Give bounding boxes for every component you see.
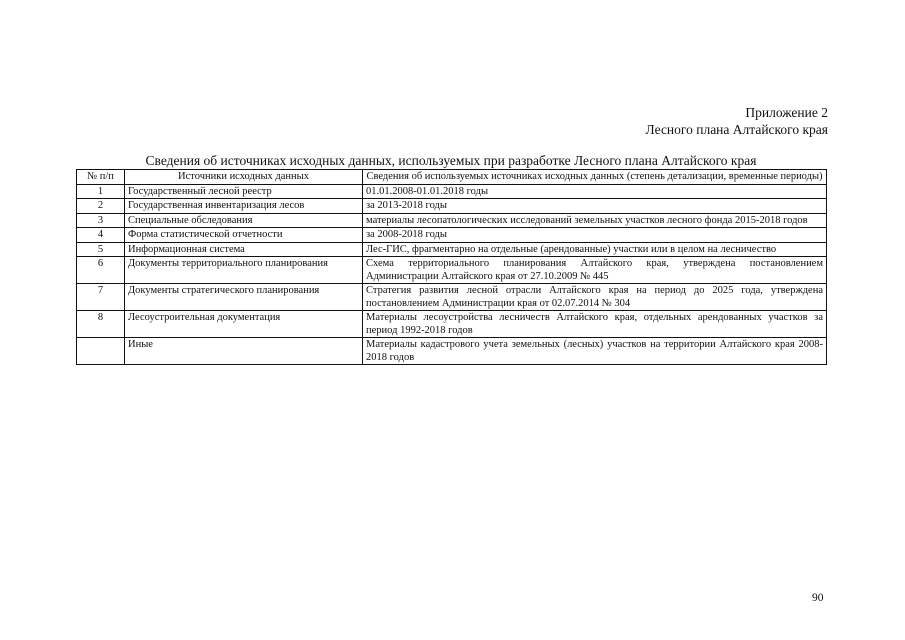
row-info: Схема территориального планирования Алтайского края, утверждена постановлением Администрации Алтайского края от 27.10.2009 № 445 (363, 257, 827, 284)
appendix-number: Приложение 2 (745, 105, 828, 120)
appendix-header (646, 104, 828, 138)
table-row (77, 184, 827, 199)
table-row (77, 242, 827, 257)
row-info: 01.01.2008-01.01.2018 годы (363, 184, 827, 199)
row-source: Специальные обследования (125, 213, 363, 228)
row-source: Документы территориального планирования (125, 257, 363, 284)
table-row (77, 284, 827, 311)
sources-table (76, 169, 827, 365)
row-info: за 2008-2018 годы (363, 228, 827, 243)
row-num: 5 (77, 242, 125, 257)
appendix-subtitle: Лесного плана Алтайского края (645, 122, 828, 137)
table-row (77, 257, 827, 284)
row-info: Материалы кадастрового учета земельных (лесных) участков на территории Алтайского края 2008-2018 годов (363, 338, 827, 365)
table-row (77, 228, 827, 243)
header-num: № п/п (77, 170, 125, 185)
row-info: Стратегия развития лесной отрасли Алтайского края на период до 2025 года, утверждена постановлением Администрации края от 02.07.2014 № 304 (363, 284, 827, 311)
row-source: Государственная инвентаризация лесов (125, 199, 363, 214)
row-num: 1 (77, 184, 125, 199)
row-source: Лесоустроительная документация (125, 311, 363, 338)
row-source: Государственный лесной реестр (125, 184, 363, 199)
row-num: 2 (77, 199, 125, 214)
row-num (77, 338, 125, 365)
header-info: Сведения об используемых источниках исходных данных (степень детализации, временные периоды) (363, 170, 827, 185)
table-row (77, 338, 827, 365)
header-source: Источники исходных данных (125, 170, 363, 185)
table-row (77, 311, 827, 338)
document-title: Сведения об источниках исходных данных, используемых при разработке Лесного плана Алтайского края (145, 153, 757, 168)
row-source: Информационная система (125, 242, 363, 257)
page-number: 90 (812, 592, 824, 604)
table-row (77, 199, 827, 214)
row-info: материалы лесопатологических исследований земельных участков лесного фонда 2015-2018 годов (363, 213, 827, 228)
row-info: за 2013-2018 годы (363, 199, 827, 214)
row-num: 4 (77, 228, 125, 243)
table-header-row (77, 170, 827, 185)
row-source: Иные (125, 338, 363, 365)
row-num: 8 (77, 311, 125, 338)
row-num: 7 (77, 284, 125, 311)
row-info: Лес-ГИС, фрагментарно на отдельные (арендованные) участки или в целом на лесничество (363, 242, 827, 257)
row-num: 3 (77, 213, 125, 228)
table-row (77, 213, 827, 228)
row-num: 6 (77, 257, 125, 284)
row-info: Материалы лесоустройства лесничеств Алтайского края, отдельных арендованных участков за период 1992-2018 годов (363, 311, 827, 338)
row-source: Форма статистической отчетности (125, 228, 363, 243)
row-source: Документы стратегического планирования (125, 284, 363, 311)
